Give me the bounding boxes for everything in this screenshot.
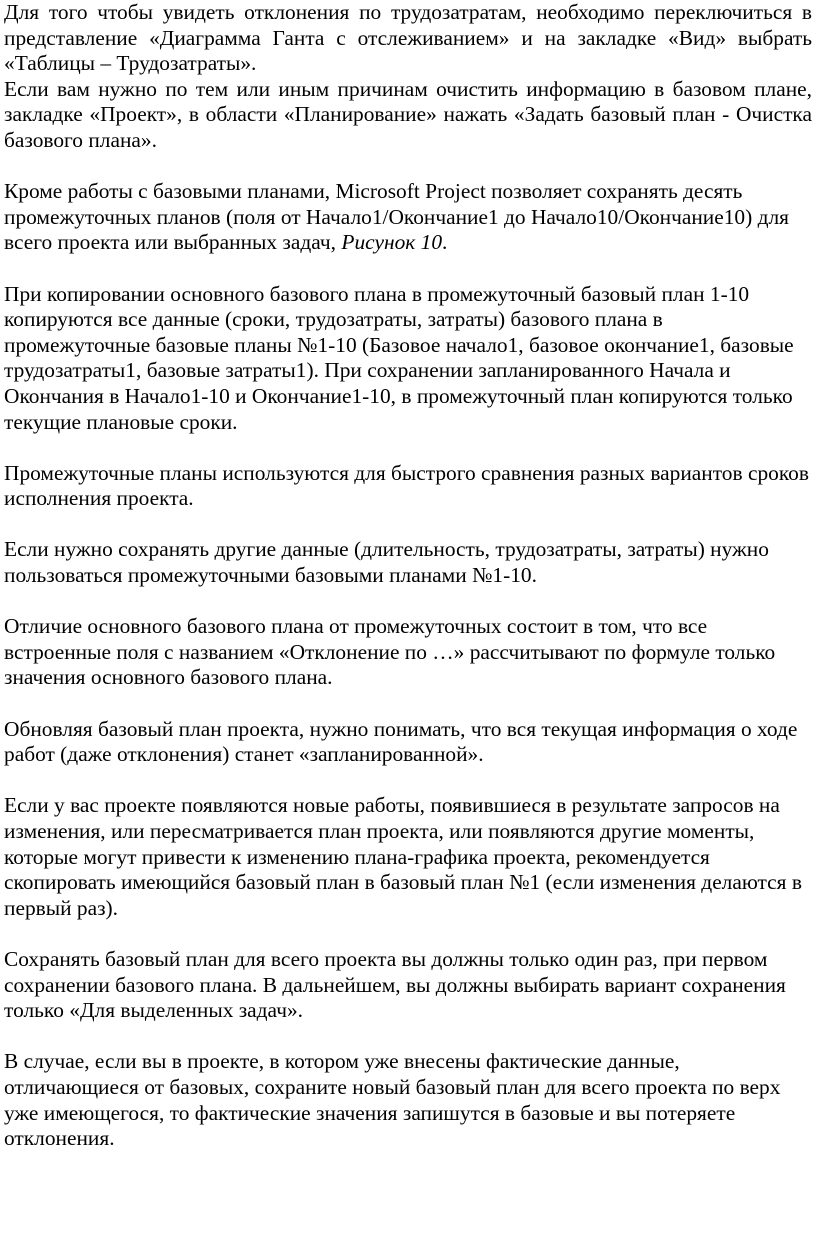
paragraph-interim-usage: Промежуточные планы используются для быстрого сравнения разных вариантов сроков исполнения проекта. xyxy=(4,460,809,511)
paragraph-gap xyxy=(4,921,812,947)
paragraph-copy-baseline: При копировании основного базового плана в промежуточный базовый план 1-10 копируются все данные (сроки, трудозатраты, затраты) базового плана в промежуточные базовые планы №1-10 (Базовое начало1, базовое окончание1, базовые трудозатраты1, базовые затраты1). При сохранении запланированного Начала и Окончания в Начало1-10 и Окончание1-10, в промежуточный план копируются только текущие плановые сроки. xyxy=(4,281,794,434)
paragraph-gap xyxy=(4,1024,812,1050)
paragraph-gantt-tracking: Для того чтобы увидеть отклонения по трудозатратам, необходимо переключиться в представление «Диаграмма Ганта с отслеживанием» и на закладке «Вид» выбрать «Таблицы – Трудозатраты». xyxy=(4,0,812,76)
paragraph-clear-baseline: Если вам нужно по тем или иным причинам очистить информацию в базовом плане, закладке «Проект», в области «Планирование» нажать «Задать базовый план - Очистка базового плана». xyxy=(4,76,812,152)
figure-reference: Рисунок 10 xyxy=(341,230,443,255)
paragraph-difference: Отличие основного базового плана от промежуточных состоит в том, что все встроенные поля с названием «Отклонение по …» рассчитывают по формуле только значения основного базового плана. xyxy=(4,614,776,690)
paragraph-update-baseline: Обновляя базовый план проекта, нужно понимать, что вся текущая информация о ходе работ (даже отклонения) станет «запланированной». xyxy=(4,716,798,767)
paragraph-gap xyxy=(4,256,812,282)
paragraph-save-once: Сохранять базовый план для всего проекта вы должны только один раз, при первом сохранении базового плана. В дальнейшем, вы должны выбирать вариант сохранения только «Для выделенных задач». xyxy=(4,946,786,1023)
paragraph-overwrite-warning: В случае, если вы в проекте, в котором уже внесены фактические данные, отличающиеся от базовых, сохраните новый базовый план для всего проекта по верх уже имеющегося, то фактические значения запишутся в базовые и вы потеряете отклонения. xyxy=(4,1049,781,1151)
paragraph-new-work: Если у вас проекте появляются новые работы, появившиеся в результате запросов на изменения, или пересматривается план проекта, или появляются другие моменты, которые могут привести к изменению плана-графика проекта, рекомендуется скопировать имеющийся базовый план в базовый план №1 (если изменения делаются в первый раз). xyxy=(4,793,802,920)
paragraph-gap xyxy=(4,768,812,794)
paragraph-gap xyxy=(4,435,812,461)
paragraph-interim-plans xyxy=(4,179,812,256)
paragraph-gap xyxy=(4,691,812,717)
figure-reference-suffix: . xyxy=(442,230,448,255)
paragraph-interim-plans-text: Кроме работы с базовыми планами, Microsoft Project позволяет сохранять десять промежуточных планов (поля от Начало1/Окончание1 до Начало10/Окончание10) для всего проекта или выбранных задач, xyxy=(4,179,789,255)
document-page xyxy=(4,0,812,1152)
paragraph-other-data: Если нужно сохранять другие данные (длительность, трудозатраты, затраты) нужно пользоваться промежуточными базовыми планами №1-10. xyxy=(4,537,769,588)
paragraph-gap xyxy=(4,154,812,180)
paragraph-gap xyxy=(4,589,812,615)
paragraph-gap xyxy=(4,512,812,538)
